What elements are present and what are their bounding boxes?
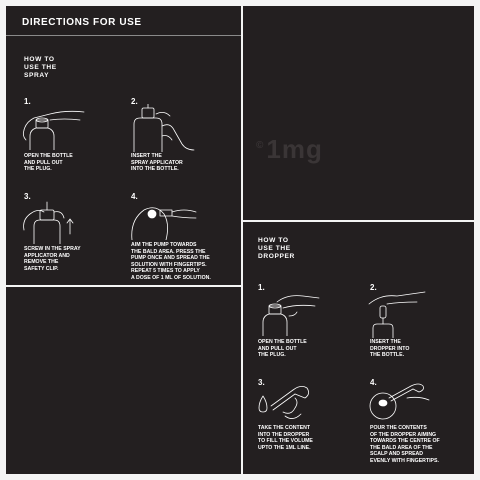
fill-dropper-icon bbox=[255, 382, 315, 424]
spray-step-3-number: 3. bbox=[24, 192, 31, 201]
dropper-directions-panel bbox=[243, 222, 474, 474]
watermark-panel bbox=[243, 6, 474, 220]
dropper-step-3-number: 3. bbox=[258, 378, 265, 387]
header-divider bbox=[6, 35, 241, 36]
spray-directions-panel bbox=[6, 6, 241, 285]
spray-step-4-number: 4. bbox=[131, 192, 138, 201]
dropper-step-4-number: 4. bbox=[370, 378, 377, 387]
dropper-step-4-text: POUR THE CONTENTS OF THE DROPPER AIMING TOWARDS THE CENTRE OF THE BALD AREA OF THE SCALP AND SPREAD EVENLY WITH FINGERTIPS. bbox=[370, 425, 440, 464]
aim-pump-head-icon bbox=[126, 198, 198, 240]
spray-step-1-text: OPEN THE BOTTLE AND PULL OUT THE PLUG. bbox=[24, 153, 73, 173]
dropper-step-2-text: INSERT THE DROPPER INTO THE BOTTLE. bbox=[370, 339, 410, 359]
open-bottle-icon bbox=[20, 106, 90, 150]
dropper-section-title: HOW TO USE THE DROPPER bbox=[258, 237, 295, 260]
open-bottle-icon bbox=[257, 292, 323, 336]
dropper-step-1-number: 1. bbox=[258, 283, 265, 292]
blank-panel bbox=[6, 287, 241, 474]
page-title: DIRECTIONS FOR USE bbox=[22, 17, 142, 28]
insert-dropper-icon bbox=[367, 288, 427, 338]
spray-step-4-text: AIM THE PUMP TOWARDS THE BALD AREA. PRESS THE PUMP ONCE AND SPREAD THE SOLUTION WITH FINGERTIPS. REPEAT 5 TIMES TO APPLY A DOSE OF 1 ML OF SOLUTION. bbox=[131, 242, 211, 281]
apply-dropper-head-icon bbox=[367, 382, 433, 424]
spray-step-1-number: 1. bbox=[24, 97, 31, 106]
copyright-icon: © bbox=[256, 140, 265, 151]
dropper-step-2-number: 2. bbox=[370, 283, 377, 292]
insert-applicator-icon bbox=[126, 104, 196, 152]
spray-step-2-number: 2. bbox=[131, 97, 138, 106]
spray-step-3-text: SCREW IN THE SPRAY APPLICATOR AND REMOVE THE SAFETY CLIP. bbox=[24, 246, 81, 272]
dropper-step-1-text: OPEN THE BOTTLE AND PULL OUT THE PLUG. bbox=[258, 339, 307, 359]
dropper-step-3-text: TAKE THE CONTENT INTO THE DROPPER TO FILL THE VOLUME UPTO THE 1ML LINE. bbox=[258, 425, 313, 451]
screw-applicator-icon bbox=[20, 200, 80, 244]
watermark: ©1mg bbox=[256, 134, 323, 164]
spray-section-title: HOW TO USE THE SPRAY bbox=[24, 56, 57, 79]
spray-step-2-text: INSERT THE SPRAY APPLICATOR INTO THE BOTTLE. bbox=[131, 153, 183, 173]
